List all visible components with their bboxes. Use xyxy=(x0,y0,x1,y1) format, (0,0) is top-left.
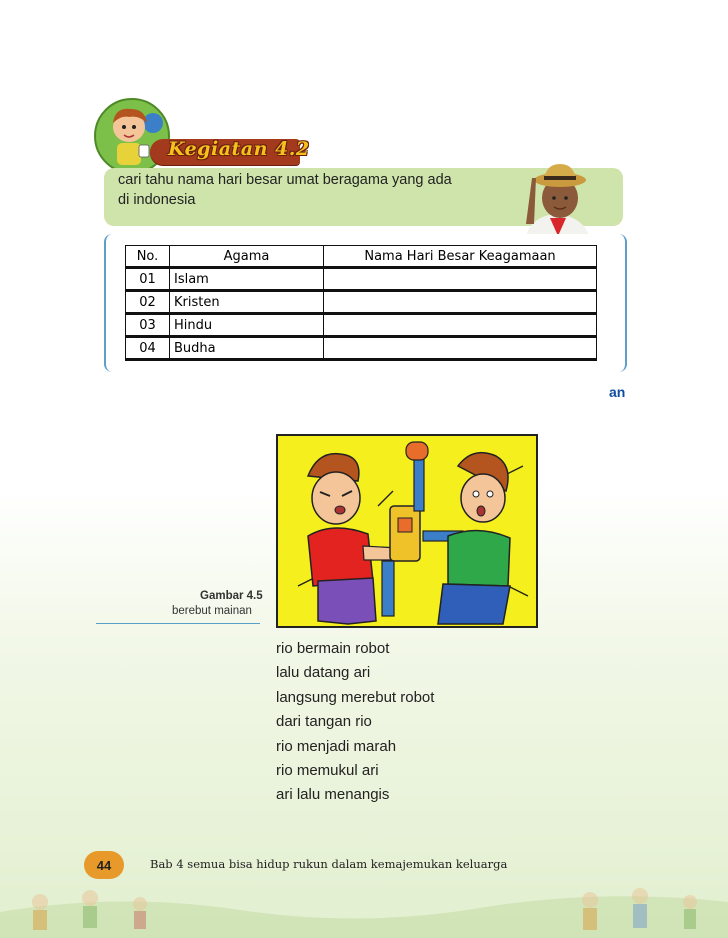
instruction-line-1: cari tahu nama hari besar umat beragama yang ada xyxy=(118,172,452,188)
cell-agama: Kristen xyxy=(170,291,324,314)
page-number: 44 xyxy=(96,857,112,873)
cell-agama: Hindu xyxy=(170,314,324,337)
student-photo-icon xyxy=(510,158,602,244)
cell-no: 01 xyxy=(126,268,170,291)
cell-no: 03 xyxy=(126,314,170,337)
cell-agama: Budha xyxy=(170,337,324,360)
story-line: rio bermain robot xyxy=(276,640,390,657)
table-header-row xyxy=(126,246,597,268)
instruction-line-2: di indonesia xyxy=(118,192,196,208)
cell-no: 04 xyxy=(126,337,170,360)
kids-robot-illustration-icon xyxy=(278,436,536,626)
illustration-fighting-over-toy xyxy=(276,434,538,628)
story-text xyxy=(276,637,434,808)
chapter-footer-text: Bab 4 semua bisa hidup rukun dalam kemajemukan keluarga xyxy=(150,857,508,871)
footer-kids-scene-icon xyxy=(0,872,728,938)
figure-title: Gambar 4.5 xyxy=(200,590,263,602)
figure-caption: berebut mainan xyxy=(172,605,252,617)
header-agama: Agama xyxy=(170,246,324,268)
table-row xyxy=(126,268,597,291)
table-row xyxy=(126,337,597,360)
header-hari-besar: Nama Hari Besar Keagamaan xyxy=(324,246,597,268)
story-line: langsung merebut robot xyxy=(276,688,435,706)
story-line: dari tangan rio xyxy=(276,713,372,731)
caption-divider xyxy=(96,623,260,624)
table-row xyxy=(126,314,597,337)
story-line: lalu datang ari xyxy=(276,664,371,682)
cell-agama: Islam xyxy=(170,268,324,291)
cell-hari-besar[interactable] xyxy=(324,268,597,291)
cell-hari-besar[interactable] xyxy=(324,291,597,314)
table-row xyxy=(126,291,597,314)
header-no: No. xyxy=(126,246,170,268)
story-line: rio menjadi marah xyxy=(276,737,397,755)
cell-hari-besar[interactable] xyxy=(324,314,597,337)
story-line: ari lalu menangis xyxy=(276,786,390,804)
cell-hari-besar[interactable] xyxy=(324,337,597,360)
religion-holiday-table xyxy=(125,245,597,361)
activity-label: Kegiatan 4.2 xyxy=(168,138,310,160)
story-line: rio memukul ari xyxy=(276,761,379,779)
stray-text: an xyxy=(609,384,626,400)
cell-no: 02 xyxy=(126,291,170,314)
